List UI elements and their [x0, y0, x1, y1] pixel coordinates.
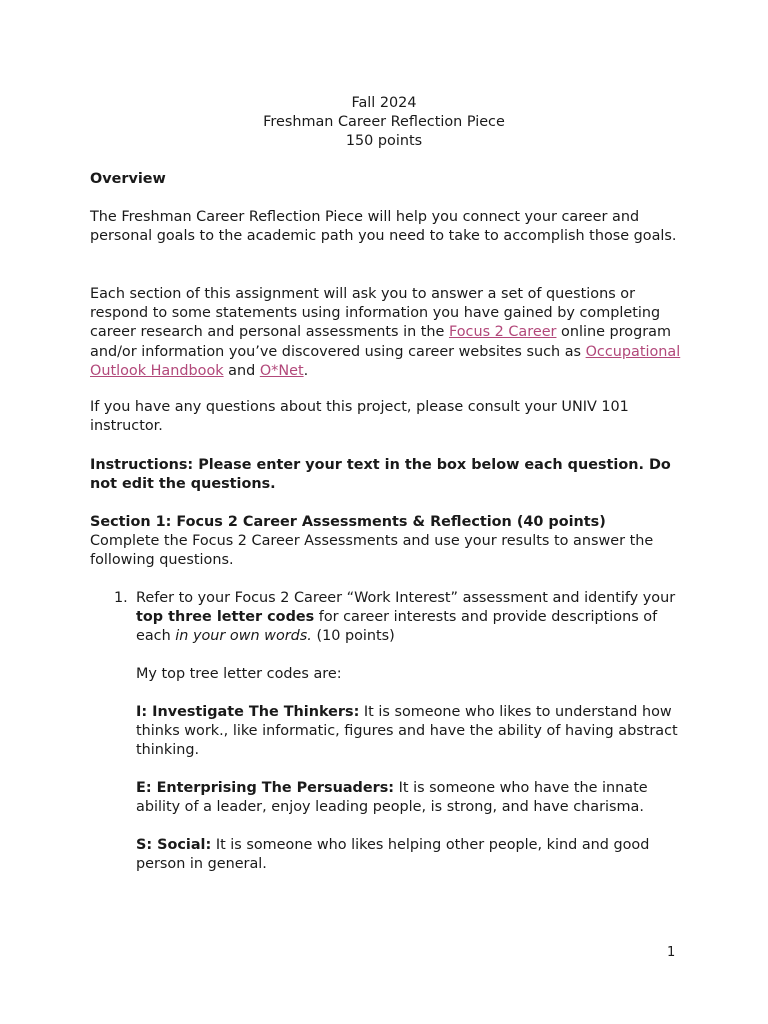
focus2-career-link[interactable]: Focus 2 Career [448, 324, 557, 341]
question1-text [136, 589, 686, 647]
answer-code-social [136, 836, 686, 874]
answer-code-investigate [136, 703, 686, 761]
question1-number: 1. [114, 590, 128, 606]
onet-link[interactable]: O*Net [259, 362, 304, 379]
question-text: Refer to your Focus 2 Career “Work Interest” assessment and identify your [136, 590, 676, 606]
code-description: It is someone who likes helping other people, kind and good person in general. [136, 837, 650, 873]
paragraph-text: and [223, 362, 260, 379]
paragraph-text: online program and/or information you’ve discovered using career websites such as [90, 324, 671, 360]
code-description: It is someone who likes to understand how thinks work., like informatic, figures and have the ability of having abstract thinking. [136, 704, 678, 759]
overview-assignment-paragraph [90, 285, 690, 381]
instructions-paragraph: Instructions: Please enter your text in the box below each question. Do not edit the questions. [90, 457, 671, 493]
document-title: Freshman Career Reflection Piece [263, 114, 505, 130]
overview-heading: Overview [90, 171, 166, 187]
term-heading: Fall 2024 [351, 95, 417, 111]
question-emphasis-italic: in your own words. [175, 628, 312, 645]
question-emphasis: top three letter codes [136, 609, 315, 626]
paragraph-text: Each section of this assignment will ask you to answer a set of questions or respond to some statements using information you have gained by completing career research and personal assessments in the [90, 286, 661, 341]
overview-intro-paragraph: The Freshman Career Reflection Piece will help you connect your career and personal goals to the academic path you need to take to accomplish those goals. [90, 209, 677, 245]
question-text: (10 points) [311, 628, 395, 645]
question-text: for career interests and provide descriptions of each [136, 609, 658, 645]
section1-description: Complete the Focus 2 Career Assessments and use your results to answer the following questions. [90, 533, 654, 569]
points-total: 150 points [345, 133, 423, 149]
code-label: E: Enterprising The Persuaders: [136, 780, 395, 796]
page-number: 1 [667, 945, 676, 960]
code-label: S: Social: [136, 837, 212, 853]
answer-intro: My top tree letter codes are: [136, 666, 342, 682]
code-label: I: Investigate The Thinkers: [136, 704, 360, 720]
section1-heading: Section 1: Focus 2 Career Assessments & Reflection (40 points) [90, 514, 606, 530]
paragraph-text: . [303, 362, 309, 379]
questions-contact-paragraph: If you have any questions about this project, please consult your UNIV 101 instructor. [90, 399, 629, 435]
code-description: It is someone who have the innate ability of a leader, enjoy leading people, is strong, and have charisma. [136, 780, 648, 816]
occupational-outlook-handbook-link[interactable]: Occupational Outlook Handbook [90, 343, 681, 379]
answer-code-enterprising [136, 779, 686, 817]
